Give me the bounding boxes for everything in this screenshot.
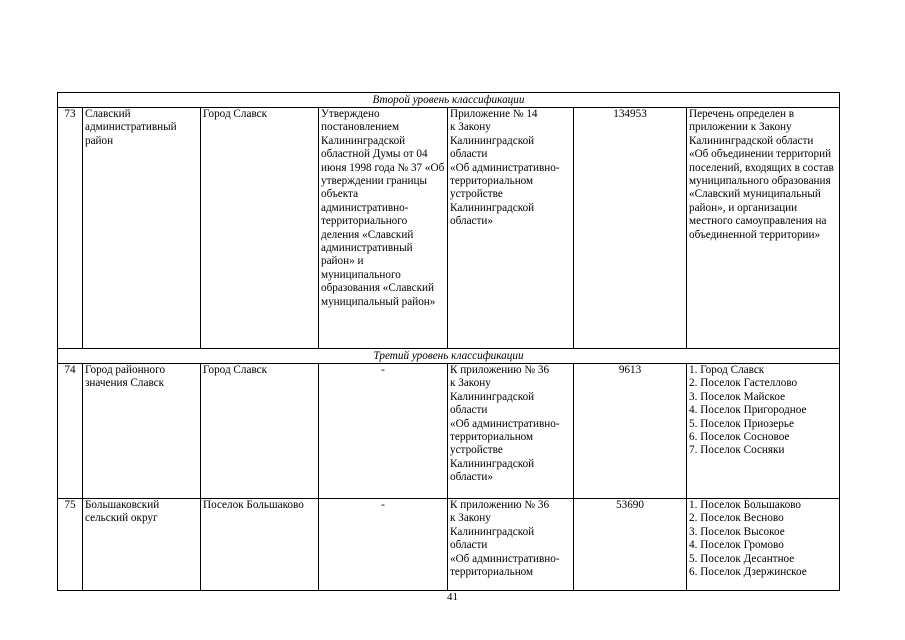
legal-basis: Утверждено постановлением Калининградской областной Думы от 04 июня 1998 года № 37 «Об утверждении границы объекта административно-территориального деления «Славский административный район» и муниципального образования «Славский муниципальный район»: [319, 108, 448, 349]
unit-name: Славский административный район: [83, 108, 201, 349]
law-appendix: Приложение № 14 к Закону Калининградской области «Об административно- территориальном устройстве Калининградской области»: [448, 108, 574, 349]
settlement-list: 1. Город Славск 2. Поселок Гастеллово 3. Поселок Майское 4. Поселок Пригородное 5. Поселок Приозерье 6. Поселок Сосновое 7. Поселок Сосняки: [687, 364, 840, 499]
legal-basis: -: [319, 499, 448, 591]
table-row: [58, 364, 840, 499]
law-appendix: К приложению № 36 к Закону Калининградской области «Об административно- территориальном устройстве Калининградской области»: [448, 364, 574, 499]
section-header: Второй уровень классификации: [58, 93, 840, 108]
unit-name: Большаковский сельский округ: [83, 499, 201, 591]
area-value: 9613: [574, 364, 687, 499]
section-header: Третий уровень классификации: [58, 349, 840, 364]
area-value: 134953: [574, 108, 687, 349]
settlement-list: 1. Поселок Большаково 2. Поселок Весново 3. Поселок Высокое 4. Поселок Громово 5. Поселок Десантное 6. Поселок Дзержинское: [687, 499, 840, 591]
admin-center: Город Славск: [201, 108, 319, 349]
admin-center: Город Славск: [201, 364, 319, 499]
row-number: 73: [58, 108, 83, 349]
settlement-list: Перечень определен в приложении к Закону Калининградской области «Об объединении территорий поселений, входящих в состав муниципального образования «Славский муниципальный район», и организации местного самоуправления на объединенной территории»: [687, 108, 840, 349]
legal-basis: -: [319, 364, 448, 499]
law-appendix: К приложению № 36 к Закону Калининградской области «Об административно- территориальном: [448, 499, 574, 591]
section-header-row: [58, 349, 840, 364]
row-number: 74: [58, 364, 83, 499]
page-number: 41: [447, 591, 458, 603]
classification-table: [57, 92, 840, 591]
admin-center: Поселок Большаково: [201, 499, 319, 591]
table-row: [58, 499, 840, 591]
area-value: 53690: [574, 499, 687, 591]
section-header-row: [58, 93, 840, 108]
unit-name: Город районного значения Славск: [83, 364, 201, 499]
table-row: [58, 108, 840, 349]
row-number: 75: [58, 499, 83, 591]
